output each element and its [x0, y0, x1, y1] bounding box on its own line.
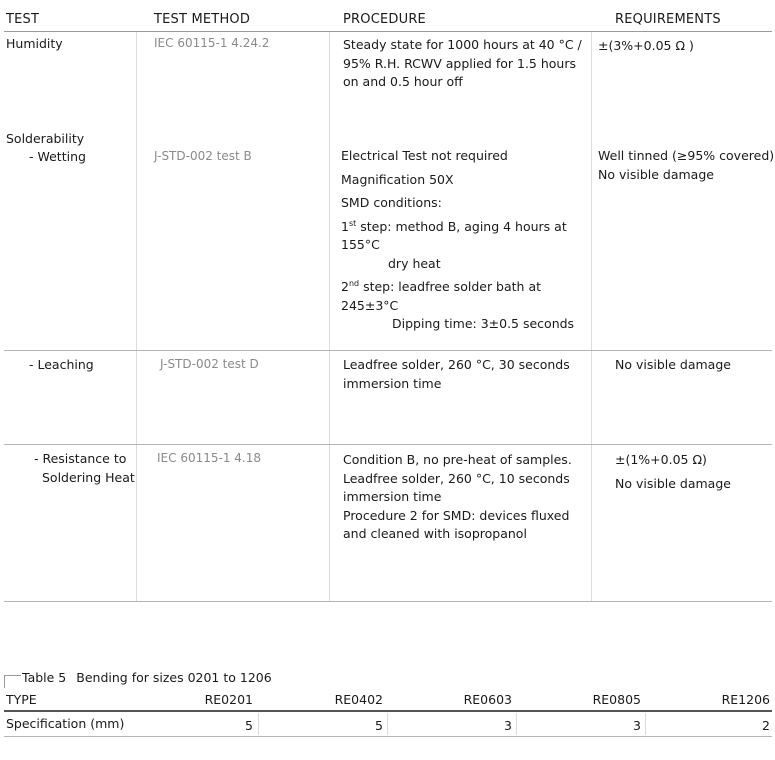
method-resistance-soldering-heat: IEC 60115-1 4.18	[157, 451, 261, 465]
table5-col-divider	[258, 713, 259, 735]
test-resistance-soldering-heat: - Resistance to Soldering Heat	[34, 451, 135, 485]
table5-col-divider	[387, 713, 388, 735]
table5-bottom-rule	[4, 736, 772, 737]
table5-row-label: Specification (mm)	[6, 716, 125, 731]
table5-type-re0201: RE0201	[204, 692, 253, 707]
header-procedure: PROCEDURE	[343, 12, 426, 27]
test-humidity: Humidity	[6, 36, 63, 51]
table5-type-re0805: RE0805	[592, 692, 641, 707]
procedure-leaching: Leadfree solder, 260 °C, 30 seconds immersion time	[343, 357, 570, 391]
method-humidity: IEC 60115-1 4.24.2	[154, 36, 270, 50]
table5-caption: Table 5 Bending for sizes 0201 to 1206	[22, 670, 272, 685]
table5-type-re0402: RE0402	[334, 692, 383, 707]
requirement-leaching: No visible damage	[615, 357, 731, 372]
column-divider	[329, 32, 330, 602]
procedure-wetting: Electrical Test not required Magnification 50X SMD conditions: 1st step: method B, aging 4 hours at 155°C dry heat 2nd step: leadfree solder bath at 245±3°C Dipping time: 3±0.5 seconds	[341, 147, 591, 334]
step-1: 1st step: method B, aging 4 hours at 155°C dry heat	[341, 218, 567, 271]
table5-value-re0402: 5	[375, 718, 383, 733]
procedure-resistance-soldering-heat: Condition B, no pre-heat of samples. Leadfree solder, 260 °C, 10 seconds immersion time Procedure 2 for SMD: devices fluxed and cleaned with isopropanol	[343, 452, 572, 541]
table5-value-re0805: 3	[633, 718, 641, 733]
test-leaching: - Leaching	[29, 357, 94, 372]
table5-value-re0201: 5	[245, 718, 253, 733]
table5-type-re0603: RE0603	[463, 692, 512, 707]
requirements-wetting: Well tinned (≥95% covered) No visible damage	[598, 148, 775, 182]
table5-header-type: TYPE	[6, 692, 37, 707]
table5-value-re0603: 3	[504, 718, 512, 733]
row-rule	[4, 444, 772, 445]
header-test-method: TEST METHOD	[154, 12, 251, 27]
table5-col-divider	[645, 713, 646, 735]
requirements-resistance-soldering-heat: ±(1%+0.05 Ω) No visible damage	[615, 452, 731, 491]
method-leaching: J-STD-002 test D	[160, 357, 259, 371]
header-rule	[4, 31, 772, 32]
test-wetting: - Wetting	[29, 149, 86, 164]
table5-col-divider	[516, 713, 517, 735]
column-divider	[591, 32, 592, 602]
table5-caption-bracket	[4, 675, 21, 688]
table5-type-re1206: RE1206	[721, 692, 770, 707]
method-wetting: J-STD-002 test B	[154, 149, 252, 163]
table5-value-re1206: 2	[762, 718, 770, 733]
table-bottom-rule	[4, 601, 772, 602]
row-rule	[4, 350, 772, 351]
requirement-humidity: ±(3%+0.05 Ω )	[598, 38, 694, 53]
procedure-humidity: Steady state for 1000 hours at 40 °C / 95% R.H. RCWV applied for 1.5 hours on and 0.5 hour off	[343, 37, 582, 89]
test-group-solderability: Solderability	[6, 131, 85, 146]
step-2: 2nd step: leadfree solder bath at 245±3°C Dipping time: 3±0.5 seconds	[341, 278, 575, 331]
table5-header-rule	[4, 710, 772, 712]
header-test: TEST	[6, 12, 40, 27]
header-requirements: REQUIREMENTS	[615, 12, 721, 27]
column-divider	[136, 32, 137, 602]
